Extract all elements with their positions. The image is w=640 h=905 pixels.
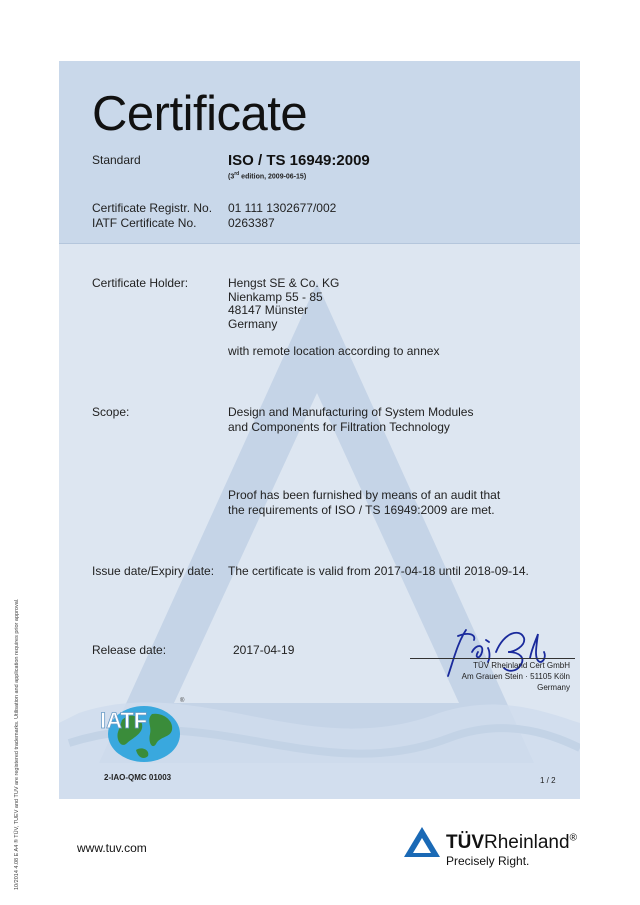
proof-line: the requirements of ISO / TS 16949:2009 are met. (228, 503, 495, 517)
holder-line: Nienkamp 55 - 85 (228, 290, 323, 304)
release-value: 2017-04-19 (233, 643, 295, 657)
page-number: 1 / 2 (540, 776, 556, 785)
issuer-line: TÜV Rheinland Cert GmbH (473, 661, 570, 670)
tuv-brand: TÜVRheinland® (446, 832, 577, 853)
signature-line (410, 658, 575, 659)
iatf-label: IATF Certificate No. (92, 216, 197, 230)
holder-line: 48147 Münster (228, 303, 309, 317)
scope-label: Scope: (92, 405, 130, 419)
issue-value: The certificate is valid from 2017-04-18 until 2018-09-14. (228, 564, 529, 578)
release-label: Release date: (92, 643, 167, 657)
edition-note: (3rd edition, 2009-06-15) (228, 171, 307, 181)
vertical-trademark-note: 10/2014 4.08 E A4 ® TÜV, TUEV and TUV are registered trademarks. Utilisation and application requires prior approval. (14, 598, 20, 890)
holder-line: Germany (228, 317, 278, 331)
registr-label: Certificate Registr. No. (92, 201, 213, 215)
registr-value: 01 111 1302677/002 (228, 201, 337, 215)
svg-text:IATF: IATF (100, 708, 148, 733)
issuer-line: Germany (537, 683, 570, 692)
iatf-value: 0263387 (228, 216, 275, 230)
issue-label: Issue date/Expiry date: (92, 564, 215, 578)
svg-text:®: ® (180, 698, 185, 704)
iatf-code: 2-IAO-QMC 01003 (104, 773, 172, 782)
holder-label: Certificate Holder: (92, 276, 189, 290)
certificate-title: Certificate (92, 87, 308, 141)
holder-line: Hengst SE & Co. KG (228, 276, 340, 290)
iatf-globe-logo-icon (96, 694, 188, 764)
standard-label: Standard (92, 153, 141, 167)
website-link[interactable]: www.tuv.com (77, 841, 147, 855)
tuv-claim: Precisely Right. (446, 854, 530, 868)
issuer-line: Am Grauen Stein · 51105 Köln (461, 672, 570, 681)
scope-line: Design and Manufacturing of System Modules (228, 405, 474, 419)
remote-note: with remote location according to annex (228, 344, 440, 358)
tuv-triangle-logo-icon (402, 825, 442, 859)
proof-line: Proof has been furnished by means of an audit that (228, 488, 501, 502)
standard-value: ISO / TS 16949:2009 (228, 152, 370, 169)
scope-line: and Components for Filtration Technology (228, 420, 450, 434)
